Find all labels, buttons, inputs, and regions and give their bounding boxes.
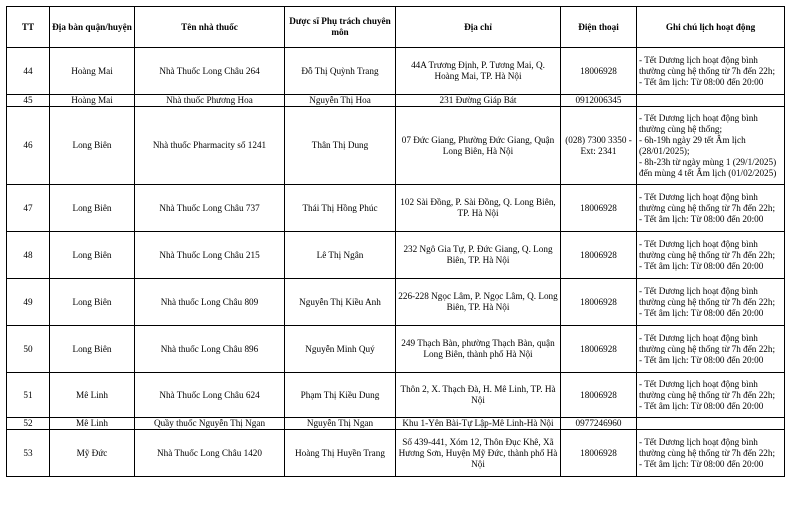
note-line: - Tết Dương lịch hoạt động bình thường cùng hệ thống từ 7h đến 22h; (639, 54, 776, 76)
phone-cell: 0912006345 (561, 95, 637, 107)
pharmacist-cell: Đỗ Thị Quỳnh Trang (285, 48, 396, 95)
district-cell: Mỹ Đức (50, 430, 135, 477)
district-cell: Hoàng Mai (50, 95, 135, 107)
district-cell: Hoàng Mai (50, 48, 135, 95)
table-row (7, 418, 785, 430)
pharmacist-cell: Nguyễn Thị Hoa (285, 95, 396, 107)
note-line: - Tết Dương lịch hoạt động bình thường cùng hệ thống từ 7h đến 22h; (639, 285, 776, 307)
pharmacist-cell: Nguyễn Minh Quý (285, 326, 396, 373)
header-notes: Ghi chú lịch hoạt động (637, 7, 785, 48)
note-line: - Tết âm lịch: Từ 08:00 đến 20:00 (639, 400, 764, 411)
header-row (7, 7, 785, 48)
pharmacist-cell: Thái Thị Hồng Phúc (285, 185, 396, 232)
header-pharmacist: Dược sĩ Phụ trách chuyên môn (285, 7, 396, 48)
table-row (7, 185, 785, 232)
header-district: Địa bàn quận/huyện (50, 7, 135, 48)
note-line: - Tết Dương lịch hoạt động bình thường cùng hệ thống từ 7h đến 22h; (639, 238, 776, 260)
notes-cell (637, 430, 785, 477)
pharmacy-name-cell: Nhà Thuốc Long Châu 624 (135, 373, 285, 418)
phone-cell: 0977246960 (561, 418, 637, 430)
row-number: 46 (7, 107, 50, 185)
row-number: 44 (7, 48, 50, 95)
pharmacist-cell: Phạm Thị Kiều Dung (285, 373, 396, 418)
pharmacist-cell: Lê Thị Ngân (285, 232, 396, 279)
pharmacist-cell: Hoàng Thị Huyền Trang (285, 430, 396, 477)
phone-cell: 18006928 (561, 279, 637, 326)
note-line: - Tết âm lịch: Từ 08:00 đến 20:00 (639, 260, 764, 271)
note-line: - Tết Dương lịch hoạt động bình thường cùng hệ thống từ 7h đến 22h; (639, 191, 776, 213)
notes-cell (637, 95, 785, 107)
district-cell: Long Biên (50, 232, 135, 279)
phone-cell: 18006928 (561, 48, 637, 95)
note-line: - 6h-19h ngày 29 tết Âm lịch (28/01/2025); (639, 134, 746, 156)
table-row (7, 95, 785, 107)
address-cell: 102 Sài Đồng, P. Sài Đồng, Q. Long Biên, TP. Hà Nội (396, 185, 561, 232)
pharmacy-name-cell: Nhà thuốc Long Châu 896 (135, 326, 285, 373)
table-body (7, 48, 785, 477)
pharmacy-name-cell: Nhà thuốc Phương Hoa (135, 95, 285, 107)
pharmacy-name-cell: Nhà Thuốc Long Châu 1420 (135, 430, 285, 477)
table-row (7, 373, 785, 418)
header-phone: Điện thoại (561, 7, 637, 48)
pharmacy-table (6, 6, 785, 477)
table-row (7, 279, 785, 326)
district-cell: Long Biên (50, 279, 135, 326)
address-cell: 07 Đức Giang, Phường Đức Giang, Quận Long Biên, Hà Nội (396, 107, 561, 185)
notes-cell (637, 107, 785, 185)
address-cell: 226-228 Ngọc Lâm, P. Ngọc Lâm, Q. Long Biên, TP. Hà Nội (396, 279, 561, 326)
phone-cell: 18006928 (561, 326, 637, 373)
notes-cell (637, 326, 785, 373)
pharmacist-cell: Thân Thị Dung (285, 107, 396, 185)
district-cell: Long Biên (50, 326, 135, 373)
row-number: 52 (7, 418, 50, 430)
row-number: 48 (7, 232, 50, 279)
address-cell: Thôn 2, X. Thạch Đà, H. Mê Linh, TP. Hà Nội (396, 373, 561, 418)
note-line: - Tết âm lịch: Từ 08:00 đến 20:00 (639, 213, 764, 224)
district-cell: Long Biên (50, 107, 135, 185)
address-cell: 232 Ngô Gia Tự, P. Đức Giang, Q. Long Biên, TP. Hà Nội (396, 232, 561, 279)
phone-cell: 18006928 (561, 232, 637, 279)
note-line: - Tết Dương lịch hoạt động bình thường cùng hệ thống từ 7h đến 22h; (639, 436, 776, 458)
pharmacy-name-cell: Nhà Thuốc Long Châu 737 (135, 185, 285, 232)
row-number: 45 (7, 95, 50, 107)
header-name: Tên nhà thuốc (135, 7, 285, 48)
table-row (7, 232, 785, 279)
district-cell: Long Biên (50, 185, 135, 232)
header-tt: TT (7, 7, 50, 48)
address-cell: 44A Trương Định, P. Tương Mai, Q. Hoàng Mai, TP. Hà Nội (396, 48, 561, 95)
row-number: 51 (7, 373, 50, 418)
address-cell: Khu 1-Yên Bài-Tự Lập-Mê Linh-Hà Nội (396, 418, 561, 430)
header-address: Địa chỉ (396, 7, 561, 48)
address-cell: Số 439-441, Xóm 12, Thôn Đục Khê, Xã Hương Sơn, Huyện Mỹ Đức, thành phố Hà Nội (396, 430, 561, 477)
note-line: - Tết âm lịch: Từ 08:00 đến 20:00 (639, 307, 764, 318)
note-line: - Tết âm lịch: Từ 08:00 đến 20:00 (639, 458, 764, 469)
row-number: 50 (7, 326, 50, 373)
pharmacist-cell: Nguyễn Thị Kiều Anh (285, 279, 396, 326)
note-line: - Tết âm lịch: Từ 08:00 đến 20:00 (639, 354, 764, 365)
note-line: - Tết Dương lịch hoạt động bình thường cùng hệ thống từ 7h đến 22h; (639, 378, 776, 400)
notes-cell (637, 279, 785, 326)
address-cell: 249 Thạch Bàn, phường Thạch Bàn, quận Long Biên, thành phố Hà Nội (396, 326, 561, 373)
notes-cell (637, 232, 785, 279)
note-line: - Tết âm lịch: Từ 08:00 đến 20:00 (639, 76, 764, 87)
phone-cell: 18006928 (561, 430, 637, 477)
note-line: - Tết Dương lịch hoạt động bình thường cùng hệ thống từ 7h đến 22h; (639, 332, 776, 354)
table-row (7, 48, 785, 95)
pharmacy-name-cell: Nhà thuốc Pharmacity số 1241 (135, 107, 285, 185)
notes-cell (637, 373, 785, 418)
pharmacist-cell: Nguyễn Thị Ngan (285, 418, 396, 430)
district-cell: Mê Linh (50, 418, 135, 430)
row-number: 47 (7, 185, 50, 232)
pharmacy-name-cell: Nhà thuốc Long Châu 809 (135, 279, 285, 326)
notes-cell (637, 185, 785, 232)
row-number: 49 (7, 279, 50, 326)
phone-cell: 18006928 (561, 373, 637, 418)
pharmacy-name-cell: Quầy thuốc Nguyễn Thị Ngan (135, 418, 285, 430)
notes-cell (637, 418, 785, 430)
note-line: - 8h-23h từ ngày mùng 1 (29/1/2025) đến mùng 4 tết Âm lịch (01/02/2025) (639, 156, 777, 178)
pharmacy-name-cell: Nhà Thuốc Long Châu 215 (135, 232, 285, 279)
phone-cell: 18006928 (561, 185, 637, 232)
notes-cell (637, 48, 785, 95)
table-row (7, 107, 785, 185)
row-number: 53 (7, 430, 50, 477)
phone-cell: (028) 7300 3350 - Ext: 2341 (561, 107, 637, 185)
table-row (7, 326, 785, 373)
address-cell: 231 Đường Giáp Bát (396, 95, 561, 107)
note-line: - Tết Dương lịch hoạt động bình thường cùng hệ thống; (639, 112, 758, 134)
table-row (7, 430, 785, 477)
pharmacy-name-cell: Nhà Thuốc Long Châu 264 (135, 48, 285, 95)
district-cell: Mê Linh (50, 373, 135, 418)
